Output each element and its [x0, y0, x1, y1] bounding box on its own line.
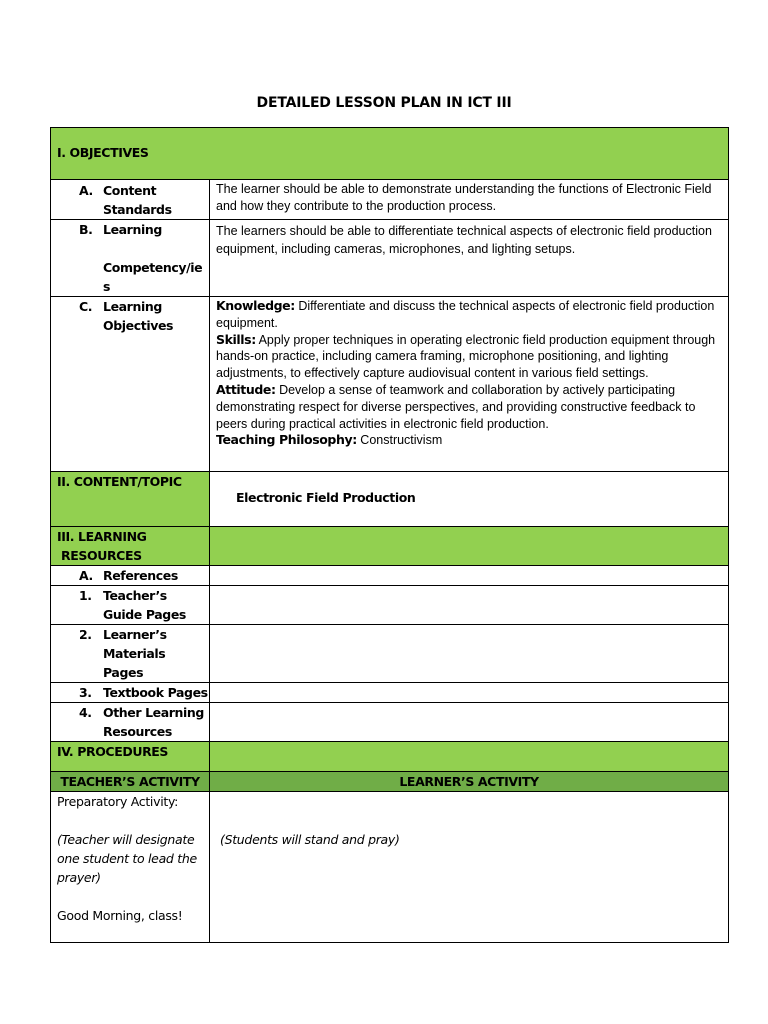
teacher-preparatory: Preparatory Activity: [57, 794, 179, 809]
learner-activity-header: LEARNER’S ACTIVITY [399, 774, 539, 789]
learning-competencies-row [51, 220, 729, 297]
resource-num: 2. [79, 627, 92, 642]
resource-label: Learner’s Materials Pages [103, 627, 167, 680]
document-title: DETAILED LESSON PLAN IN ICT III [256, 95, 512, 111]
references-label: References [103, 568, 178, 583]
content-topic-row [51, 472, 729, 527]
learning-objectives-body [210, 297, 728, 449]
learning-competencies-text: The learners should be able to differentiate technical aspects of electronic field production equipment, including cameras, microphones, and lighting setups. [216, 224, 712, 256]
learning-resources-header-2: RESOURCES [61, 548, 142, 563]
resource-value [210, 625, 729, 683]
content-standards-num: A. [79, 183, 93, 198]
resource-label: Textbook Pages [103, 685, 208, 700]
objectives-header: I. OBJECTIVES [57, 145, 149, 161]
procedures-header-blank [210, 742, 729, 772]
attitude-label: Attitude: [216, 381, 276, 397]
procedures-header: IV. PROCEDURES [57, 744, 169, 759]
lesson-plan-table [50, 127, 729, 943]
resource-label: Other Learning Resources [103, 705, 204, 739]
teacher-greeting: Good Morning, class! [57, 908, 183, 923]
content-topic-value: Electronic Field Production [236, 490, 416, 505]
teacher-instruction: (Teacher will designate one student to lead the prayer) [57, 832, 197, 885]
content-standards-text: The learner should be able to demonstrate understanding the functions of Electronic Field and how they contribute to the production process. [216, 182, 712, 213]
resource-row [51, 683, 729, 703]
learning-resources-header-row [51, 527, 729, 566]
activity-row [51, 792, 729, 943]
resource-row [51, 703, 729, 742]
learning-objectives-row [51, 297, 729, 472]
references-row [51, 566, 729, 586]
attitude-text: Develop a sense of teamwork and collaboration by actively participating demonstrating respect for diverse perspectives, and providing constructive feedback to peers during practical activities in electronic field production. [216, 382, 696, 431]
philosophy-label: Teaching Philosophy: [216, 432, 357, 448]
resource-value [210, 703, 729, 742]
learning-objectives-num: C. [79, 299, 93, 314]
learning-competencies-label-3: s [103, 279, 111, 294]
activity-header-row [51, 772, 729, 792]
references-num: A. [79, 568, 93, 583]
resource-value [210, 586, 729, 625]
resource-num: 3. [79, 685, 92, 700]
philosophy-block [216, 432, 722, 449]
objectives-header-row [51, 128, 729, 180]
resource-label: Teacher’s Guide Pages [103, 588, 186, 622]
philosophy-text: Constructivism [356, 433, 443, 448]
resource-row [51, 625, 729, 683]
references-value [210, 566, 729, 586]
knowledge-text: Differentiate and discuss the technical aspects of electronic field production equipment. [216, 299, 715, 330]
resource-value [210, 683, 729, 703]
teacher-activity-header: TEACHER’S ACTIVITY [60, 774, 200, 789]
content-standards-row [51, 180, 729, 220]
learning-competencies-label-2: Competency/ie [103, 260, 203, 275]
learning-competencies-num: B. [79, 222, 93, 237]
knowledge-label: Knowledge: [216, 298, 295, 313]
resource-num: 1. [79, 588, 92, 603]
learner-response: (Students will stand and pray) [220, 832, 400, 847]
skills-text: Apply proper techniques in operating electronic field production equipment through hands-on practice, including camera framing, microphone positioning, and lighting adjustments, to effectively capture audiovisual content in various field settings. [216, 332, 716, 381]
content-topic-header: II. CONTENT/TOPIC [57, 474, 182, 489]
learning-objectives-label: Learning Objectives [103, 299, 174, 333]
learning-competencies-label-1: Learning [103, 222, 162, 237]
knowledge-block [216, 298, 722, 332]
resource-num: 4. [79, 705, 92, 720]
skills-label: Skills: [216, 331, 256, 347]
attitude-block [216, 382, 722, 432]
procedures-header-row [51, 742, 729, 772]
resource-row [51, 586, 729, 625]
skills-block [216, 332, 722, 382]
content-standards-label: Content Standards [103, 183, 172, 217]
learning-resources-header-blank [210, 527, 729, 566]
learning-resources-header-1: III. LEARNING [57, 529, 147, 544]
